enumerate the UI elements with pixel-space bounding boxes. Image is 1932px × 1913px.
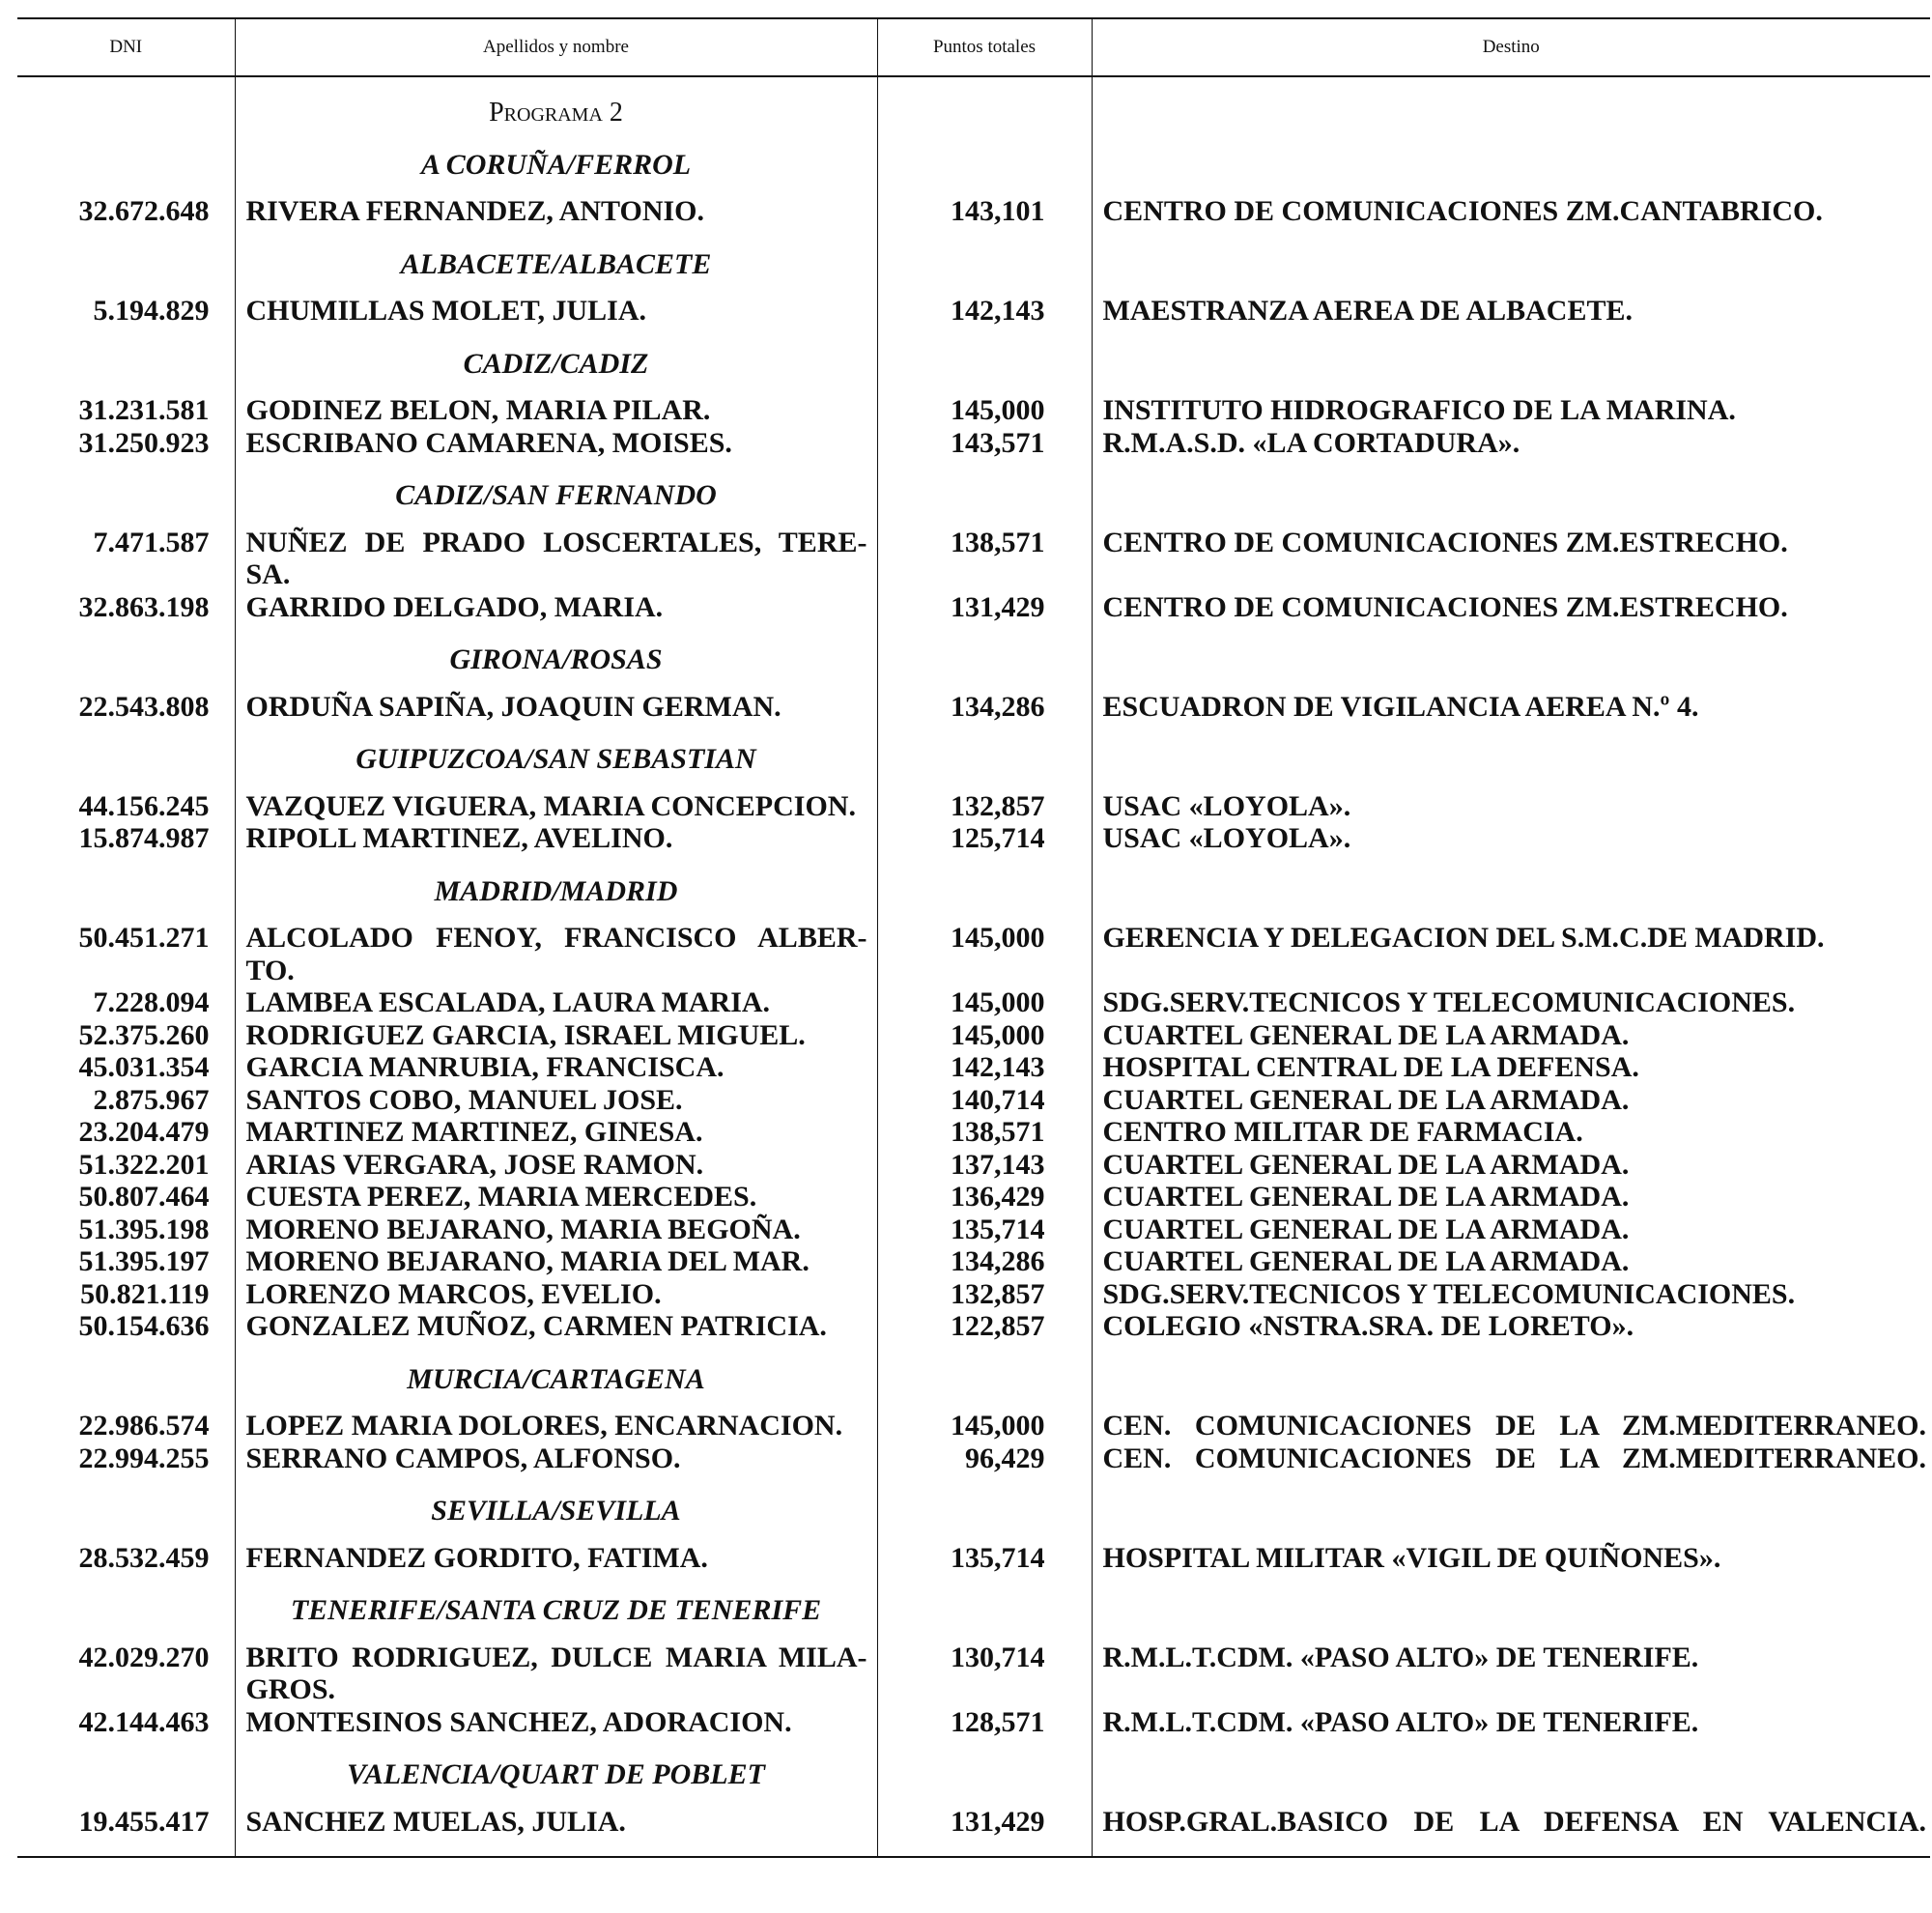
location-title: GIRONA/ROSAS	[235, 643, 877, 676]
points-cell: 137,143	[877, 1149, 1092, 1182]
location-title: CADIZ/SAN FERNANDO	[235, 479, 877, 512]
table-body	[17, 76, 1930, 1838]
location-row	[17, 1363, 1930, 1396]
name-cell: GODINEZ BELON, MARIA PILAR.	[235, 394, 877, 427]
points-cell: 134,286	[877, 1245, 1092, 1278]
table-row	[17, 822, 1930, 855]
points-cell: 131,429	[877, 1806, 1092, 1839]
destination-cell: ESCUADRON DE VIGILANCIA AEREA N.º 4.	[1102, 690, 1699, 723]
name-cell: RIVERA FERNANDEZ, ANTONIO.	[235, 195, 877, 228]
table-row	[17, 1278, 1930, 1311]
name-cell: LAMBEA ESCALADA, LAURA MARIA.	[235, 986, 877, 1019]
dni-cell: 31.250.923	[17, 427, 235, 460]
dni-cell: 19.455.417	[17, 1806, 235, 1839]
name-cell: FERNANDEZ GORDITO, FATIMA.	[235, 1542, 877, 1575]
destination-cell: R.M.A.S.D. «LA CORTADURA».	[1102, 426, 1520, 459]
table-row	[17, 1116, 1930, 1149]
dni-cell: 44.156.245	[17, 790, 235, 823]
points-cell: 122,857	[877, 1310, 1092, 1343]
dni-cell: 23.204.479	[17, 1116, 235, 1149]
name-cell: GARCIA MANRUBIA, FRANCISCA.	[235, 1051, 877, 1084]
destination-cell: HOSPITAL CENTRAL DE LA DEFENSA.	[1102, 1051, 1639, 1083]
points-cell: 142,143	[877, 1051, 1092, 1084]
location-row	[17, 479, 1930, 512]
table-row	[17, 295, 1930, 328]
dni-cell: 32.672.648	[17, 195, 235, 228]
points-cell: 130,714	[877, 1642, 1092, 1706]
destination-cell: CUARTEL GENERAL DE LA ARMADA.	[1102, 1083, 1630, 1116]
name-cell: ORDUÑA SAPIÑA, JOAQUIN GERMAN.	[235, 691, 877, 724]
location-row	[17, 743, 1930, 776]
points-cell: 145,000	[877, 1410, 1092, 1442]
points-cell: 135,714	[877, 1542, 1092, 1575]
name-cell: SANCHEZ MUELAS, JULIA.	[235, 1806, 877, 1839]
name-cell: MORENO BEJARANO, MARIA BEGOÑA.	[235, 1213, 877, 1246]
points-cell: 138,571	[877, 527, 1092, 591]
name-cell: SANTOS COBO, MANUEL JOSE.	[235, 1084, 877, 1117]
points-cell: 125,714	[877, 822, 1092, 855]
dni-cell: 28.532.459	[17, 1542, 235, 1575]
location-title: MURCIA/CARTAGENA	[235, 1363, 877, 1396]
destination-cell: SDG.SERV.TECNICOS Y TELECOMUNICACIONES.	[1102, 1277, 1796, 1310]
table-row	[17, 1213, 1930, 1246]
destination-cell: CENTRO DE COMUNICACIONES ZM.ESTRECHO.	[1102, 526, 1788, 558]
location-title: A CORUÑA/FERROL	[235, 149, 877, 182]
location-row	[17, 248, 1930, 281]
destination-cell: COLEGIO «NSTRA.SRA. DE LORETO».	[1102, 1310, 1634, 1342]
points-cell: 138,571	[877, 1116, 1092, 1149]
table-row	[17, 1410, 1930, 1442]
destination-cell: CUARTEL GENERAL DE LA ARMADA.	[1102, 1018, 1630, 1051]
location-row	[17, 643, 1930, 676]
destination-cell: GERENCIA Y DELEGACION DEL S.M.C.DE MADRID.	[1102, 922, 1825, 954]
table-row	[17, 1051, 1930, 1084]
table-row	[17, 691, 1930, 724]
table-row	[17, 1181, 1930, 1213]
destination-cell: HOSPITAL MILITAR «VIGIL DE QUIÑONES».	[1102, 1541, 1721, 1574]
location-title: MADRID/MADRID	[235, 875, 877, 908]
name-cell: GONZALEZ MUÑOZ, CARMEN PATRICIA.	[235, 1310, 877, 1343]
dni-cell: 5.194.829	[17, 295, 235, 328]
location-title: ALBACETE/ALBACETE	[235, 248, 877, 281]
name-cell: LORENZO MARCOS, EVELIO.	[235, 1278, 877, 1311]
destination-cell: CUARTEL GENERAL DE LA ARMADA.	[1102, 1213, 1630, 1245]
destination-cell: CENTRO MILITAR DE FARMACIA.	[1102, 1116, 1583, 1148]
location-row	[17, 348, 1930, 381]
location-row	[17, 149, 1930, 182]
table-row	[17, 527, 1930, 591]
dni-cell: 42.029.270	[17, 1642, 235, 1706]
destination-cell: CUARTEL GENERAL DE LA ARMADA.	[1102, 1245, 1630, 1277]
location-title: VALENCIA/QUART DE POBLET	[235, 1758, 877, 1791]
destination-cell: CEN. COMUNICACIONES DE LA ZM.MEDITERRANEO.	[1102, 1410, 1926, 1442]
header-dni: DNI	[17, 18, 235, 76]
table-row	[17, 1019, 1930, 1052]
name-cell: RODRIGUEZ GARCIA, ISRAEL MIGUEL.	[235, 1019, 877, 1052]
dni-cell: 2.875.967	[17, 1084, 235, 1117]
table-row	[17, 427, 1930, 460]
points-cell: 132,857	[877, 1278, 1092, 1311]
table-row	[17, 1084, 1930, 1117]
name-cell: GARRIDO DELGADO, MARIA.	[235, 591, 877, 624]
location-title: GUIPUZCOA/SAN SEBASTIAN	[235, 743, 877, 776]
table-row	[17, 922, 1930, 986]
name-cell: CUESTA PEREZ, MARIA MERCEDES.	[235, 1181, 877, 1213]
table-row	[17, 195, 1930, 228]
dni-cell: 51.322.201	[17, 1149, 235, 1182]
points-cell: 145,000	[877, 986, 1092, 1019]
points-cell: 132,857	[877, 790, 1092, 823]
destination-cell: CUARTEL GENERAL DE LA ARMADA.	[1102, 1148, 1630, 1181]
table-row	[17, 1442, 1930, 1475]
table-header	[17, 18, 1930, 76]
points-cell: 143,101	[877, 195, 1092, 228]
dni-cell: 51.395.197	[17, 1245, 235, 1278]
destination-cell: CENTRO DE COMUNICACIONES ZM.CANTABRICO.	[1102, 195, 1823, 227]
table-row	[17, 790, 1930, 823]
results-table	[17, 17, 1930, 1858]
dni-cell: 50.154.636	[17, 1310, 235, 1343]
dni-cell: 50.451.271	[17, 922, 235, 986]
points-cell: 135,714	[877, 1213, 1092, 1246]
destination-cell: USAC «LOYOLA».	[1102, 822, 1351, 854]
name-cell: NUÑEZ DE PRADO LOSCERTALES, TERE-SA.	[235, 527, 877, 591]
location-title: TENERIFE/SANTA CRUZ DE TENERIFE	[235, 1594, 877, 1627]
destination-cell: R.M.L.T.CDM. «PASO ALTO» DE TENERIFE.	[1102, 1641, 1699, 1673]
dni-cell: 15.874.987	[17, 822, 235, 855]
header-name: Apellidos y nombre	[235, 18, 877, 76]
name-cell: ALCOLADO FENOY, FRANCISCO ALBER-TO.	[235, 922, 877, 986]
location-row	[17, 1594, 1930, 1627]
points-cell: 131,429	[877, 591, 1092, 624]
points-cell: 145,000	[877, 922, 1092, 986]
name-cell: MONTESINOS SANCHEZ, ADORACION.	[235, 1706, 877, 1739]
name-cell: ESCRIBANO CAMARENA, MOISES.	[235, 427, 877, 460]
dni-cell: 22.986.574	[17, 1410, 235, 1442]
destination-cell: CEN. COMUNICACIONES DE LA ZM.MEDITERRANEO.	[1102, 1442, 1926, 1474]
name-cell: MARTINEZ MARTINEZ, GINESA.	[235, 1116, 877, 1149]
header-destination: Destino	[1482, 37, 1540, 57]
table-row	[17, 394, 1930, 427]
points-cell: 145,000	[877, 394, 1092, 427]
name-cell: VAZQUEZ VIGUERA, MARIA CONCEPCION.	[235, 790, 877, 823]
table-row	[17, 1642, 1930, 1706]
points-cell: 136,429	[877, 1181, 1092, 1213]
location-row	[17, 1495, 1930, 1528]
location-title: CADIZ/CADIZ	[235, 348, 877, 381]
dni-cell: 31.231.581	[17, 394, 235, 427]
program-title: Programa 2	[235, 97, 877, 129]
dni-cell: 22.994.255	[17, 1442, 235, 1475]
location-title: SEVILLA/SEVILLA	[235, 1495, 877, 1528]
points-cell: 143,571	[877, 427, 1092, 460]
name-cell: RIPOLL MARTINEZ, AVELINO.	[235, 822, 877, 855]
dni-cell: 45.031.354	[17, 1051, 235, 1084]
table-row	[17, 1706, 1930, 1739]
name-cell: LOPEZ MARIA DOLORES, ENCARNACION.	[235, 1410, 877, 1442]
table-row	[17, 591, 1930, 624]
dni-cell: 7.471.587	[17, 527, 235, 591]
table-row	[17, 986, 1930, 1019]
destination-cell: CUARTEL GENERAL DE LA ARMADA.	[1102, 1181, 1630, 1213]
destination-cell: CENTRO DE COMUNICACIONES ZM.ESTRECHO.	[1102, 590, 1788, 623]
points-cell: 145,000	[877, 1019, 1092, 1052]
destination-cell: SDG.SERV.TECNICOS Y TELECOMUNICACIONES.	[1102, 986, 1796, 1018]
name-cell: MORENO BEJARANO, MARIA DEL MAR.	[235, 1245, 877, 1278]
document-page	[17, 17, 1930, 1858]
name-cell: SERRANO CAMPOS, ALFONSO.	[235, 1442, 877, 1475]
points-cell: 134,286	[877, 691, 1092, 724]
destination-cell: HOSP.GRAL.BASICO DE LA DEFENSA EN VALENCIA.	[1102, 1805, 1926, 1838]
table-row	[17, 1542, 1930, 1575]
dni-cell: 32.863.198	[17, 591, 235, 624]
points-cell: 142,143	[877, 295, 1092, 328]
location-row	[17, 875, 1930, 908]
name-cell: BRITO RODRIGUEZ, DULCE MARIA MILA-GROS.	[235, 1642, 877, 1706]
table-row	[17, 1310, 1930, 1343]
destination-cell: MAESTRANZA AEREA DE ALBACETE.	[1102, 295, 1633, 327]
destination-cell: R.M.L.T.CDM. «PASO ALTO» DE TENERIFE.	[1102, 1705, 1699, 1738]
table-row	[17, 1806, 1930, 1839]
dni-cell: 51.395.198	[17, 1213, 235, 1246]
dni-cell: 22.543.808	[17, 691, 235, 724]
points-cell: 140,714	[877, 1084, 1092, 1117]
name-cell: ARIAS VERGARA, JOSE RAMON.	[235, 1149, 877, 1182]
dni-cell: 52.375.260	[17, 1019, 235, 1052]
destination-cell: INSTITUTO HIDROGRAFICO DE LA MARINA.	[1102, 394, 1736, 426]
points-cell: 96,429	[877, 1442, 1092, 1475]
destination-cell: USAC «LOYOLA».	[1102, 789, 1351, 822]
dni-cell: 50.807.464	[17, 1181, 235, 1213]
dni-cell: 50.821.119	[17, 1278, 235, 1311]
name-cell: CHUMILLAS MOLET, JULIA.	[235, 295, 877, 328]
dni-cell: 42.144.463	[17, 1706, 235, 1739]
location-row	[17, 1758, 1930, 1791]
header-points: Puntos totales	[877, 18, 1092, 76]
table-row	[17, 1149, 1930, 1182]
points-cell: 128,571	[877, 1706, 1092, 1739]
dni-cell: 7.228.094	[17, 986, 235, 1019]
table-row	[17, 1245, 1930, 1278]
